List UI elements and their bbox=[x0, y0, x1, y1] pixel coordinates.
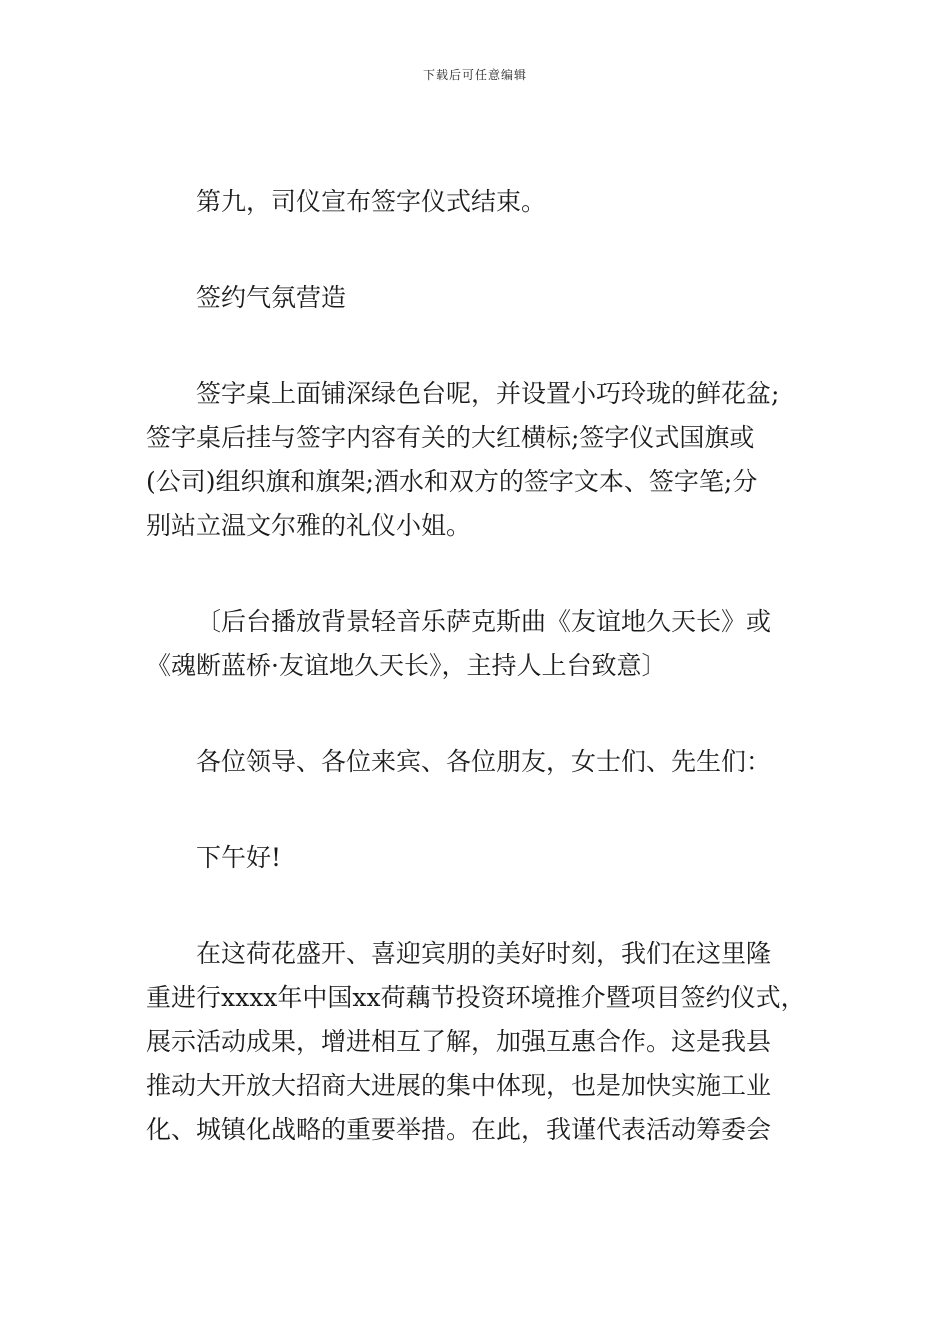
text-line: 各位领导、各位来宾、各位朋友，女士们、先生们： bbox=[196, 747, 772, 776]
paragraph-background-music bbox=[146, 600, 816, 688]
text-line: 〔后台播放背景轻音乐萨克斯曲《友谊地久天长》或 bbox=[196, 607, 772, 636]
text-line: 展示活动成果，增进相互了解，加强互惠合作。这是我县 bbox=[146, 1027, 772, 1056]
paragraph-greeting-audience bbox=[146, 740, 816, 784]
text-line: 签字桌后挂与签字内容有关的大红横标;签字仪式国旗或 bbox=[146, 423, 755, 452]
text-line: 《魂断蓝桥·友谊地久天长》，主持人上台致意〕 bbox=[146, 651, 667, 680]
text-line: 在这荷花盛开、喜迎宾朋的美好时刻，我们在这里隆 bbox=[196, 939, 772, 968]
text-line: 重进行xxxx年中国xx荷藕节投资环境推介暨项目签约仪式， bbox=[146, 983, 806, 1012]
text-line: 别站立温文尔雅的礼仪小姐。 bbox=[146, 511, 472, 540]
document-body bbox=[146, 180, 816, 1152]
text-line: 推动大开放大招商大进展的集中体现，也是加快实施工业 bbox=[146, 1071, 772, 1100]
text-line: 签字桌上面铺深绿色台呢，并设置小巧玲珑的鲜花盆; bbox=[196, 379, 780, 408]
paragraph-good-afternoon bbox=[146, 836, 816, 880]
text-line: 第九，司仪宣布签字仪式结束。 bbox=[196, 187, 547, 216]
page-header-note: 下载后可任意编辑 bbox=[422, 68, 527, 82]
paragraph-ceremony-end bbox=[146, 180, 816, 224]
text-line: (公司)组织旗和旗架;酒水和双方的签字文本、签字笔;分 bbox=[146, 467, 758, 496]
text-line: 化、城镇化战略的重要举措。在此，我谨代表活动筹委会 bbox=[146, 1115, 772, 1144]
paragraph-atmosphere-detail bbox=[146, 372, 816, 548]
paragraph-opening-speech bbox=[146, 932, 816, 1152]
text-line: 签约气氛营造 bbox=[196, 283, 347, 312]
paragraph-atmosphere-heading bbox=[146, 276, 816, 320]
text-line: 下午好! bbox=[196, 843, 282, 872]
